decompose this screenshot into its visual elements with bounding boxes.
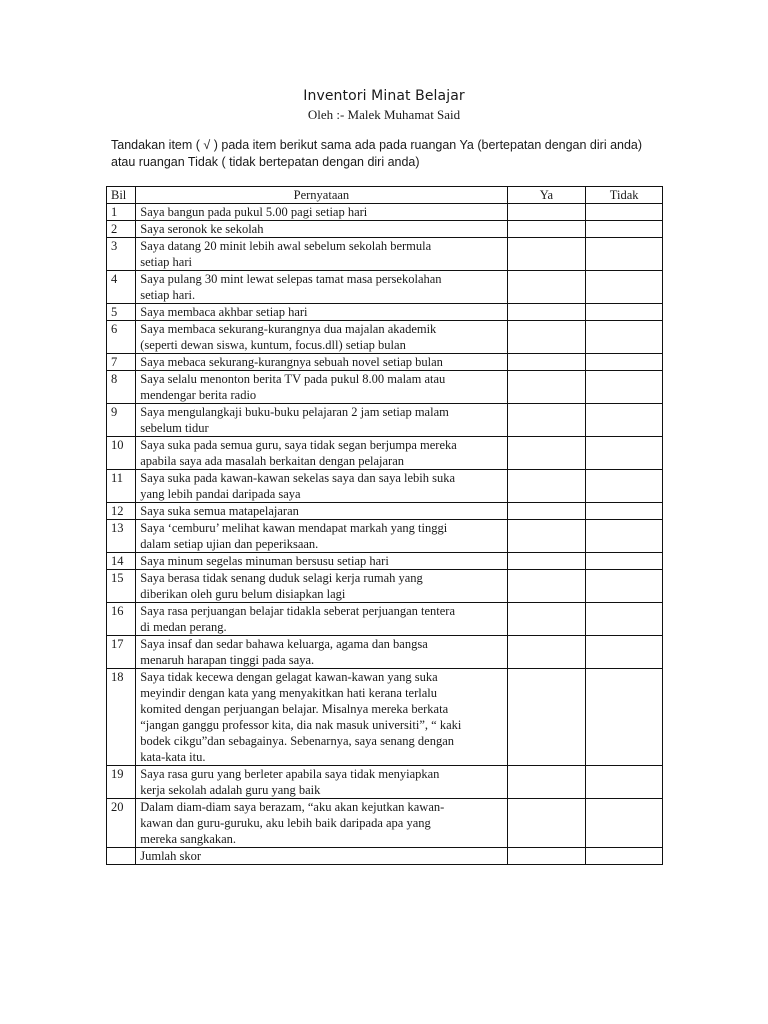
table-row	[107, 520, 663, 553]
inventory-table	[106, 186, 663, 865]
row-number: 7	[107, 354, 136, 371]
statement-line: mereka sangkakan.	[140, 832, 237, 846]
statement-line: sebelum tidur	[140, 421, 209, 435]
statement-line: bodek cikgu”dan sebagainya. Sebenarnya, saya senang dengan	[140, 734, 455, 748]
table-row	[107, 271, 663, 304]
answer-yes-cell[interactable]	[507, 304, 586, 321]
table-row	[107, 503, 663, 520]
answer-yes-cell[interactable]	[507, 221, 586, 238]
table-row	[107, 470, 663, 503]
row-statement	[136, 304, 507, 321]
statement-line: Dalam diam-diam saya berazam, “aku akan kejutkan kawan-	[140, 800, 445, 814]
statement-line: Saya mengulangkaji buku-buku pelajaran 2 jam setiap malam	[140, 405, 449, 419]
statement-line: (seperti dewan siswa, kuntum, focus.dll) setiap bulan	[140, 338, 406, 352]
row-number: 8	[107, 371, 136, 404]
statement-line: Saya mebaca sekurang-kurangnya sebuah novel setiap bulan	[140, 355, 443, 369]
statement-line: kata-kata itu.	[140, 750, 206, 764]
answer-yes-cell[interactable]	[507, 553, 586, 570]
total-label: Jumlah skor	[136, 848, 507, 865]
answer-no-cell[interactable]	[586, 520, 663, 553]
statement-line: di medan perang.	[140, 620, 227, 634]
row-statement	[136, 321, 507, 354]
row-statement	[136, 404, 507, 437]
row-statement	[136, 766, 507, 799]
row-statement	[136, 553, 507, 570]
row-statement	[136, 470, 507, 503]
answer-no-cell[interactable]	[586, 204, 663, 221]
row-number: 3	[107, 238, 136, 271]
statement-line: menaruh harapan tinggi pada saya.	[140, 653, 315, 667]
row-number: 13	[107, 520, 136, 553]
statement-line: Saya membaca akhbar setiap hari	[140, 305, 308, 319]
row-statement	[136, 221, 507, 238]
table-row	[107, 636, 663, 669]
statement-line: setiap hari.	[140, 288, 196, 302]
table-row	[107, 354, 663, 371]
row-statement	[136, 503, 507, 520]
answer-no-cell[interactable]	[586, 553, 663, 570]
statement-line: yang lebih pandai daripada saya	[140, 487, 301, 501]
statement-line: Saya berasa tidak senang duduk selagi kerja rumah yang	[140, 571, 423, 585]
table-body	[107, 204, 663, 865]
table-row	[107, 221, 663, 238]
row-statement	[136, 669, 507, 766]
answer-no-cell[interactable]	[586, 321, 663, 354]
statement-line: diberikan oleh guru belum disiapkan lagi	[140, 587, 346, 601]
answer-yes-cell[interactable]	[507, 669, 586, 766]
statement-line: Saya tidak kecewa dengan gelagat kawan-kawan yang suka	[140, 670, 438, 684]
answer-no-cell[interactable]	[586, 799, 663, 848]
table-row	[107, 669, 663, 766]
row-statement	[136, 371, 507, 404]
row-statement	[136, 271, 507, 304]
answer-no-cell[interactable]	[586, 669, 663, 766]
table-row	[107, 799, 663, 848]
table-row	[107, 404, 663, 437]
answer-no-cell[interactable]	[586, 470, 663, 503]
answer-no-cell[interactable]	[586, 404, 663, 437]
header-bil: Bil	[107, 187, 136, 204]
answer-no-cell[interactable]	[586, 304, 663, 321]
answer-yes-cell[interactable]	[507, 503, 586, 520]
answer-yes-cell[interactable]	[507, 321, 586, 354]
table-row	[107, 570, 663, 603]
statement-line: Saya insaf dan sedar bahawa keluarga, agama dan bangsa	[140, 637, 428, 651]
answer-no-cell[interactable]	[586, 603, 663, 636]
total-number-cell	[107, 848, 136, 865]
answer-no-cell[interactable]	[586, 437, 663, 470]
answer-yes-cell[interactable]	[507, 520, 586, 553]
row-statement	[136, 570, 507, 603]
table-row	[107, 603, 663, 636]
statement-line: Saya suka pada kawan-kawan sekelas saya dan saya lebih suka	[140, 471, 456, 485]
table-row	[107, 371, 663, 404]
statement-line: Saya rasa perjuangan belajar tidakla seberat perjuangan tentera	[140, 604, 456, 618]
document-author: Oleh :- Malek Muhamat Said	[307, 107, 461, 122]
statement-line: Saya selalu menonton berita TV pada pukul 8.00 malam atau	[140, 372, 446, 386]
header-yes: Ya	[507, 187, 586, 204]
statement-line: Saya ‘cemburu’ melihat kawan mendapat markah yang tinggi	[140, 521, 448, 535]
total-no-cell[interactable]	[586, 848, 663, 865]
table-row	[107, 437, 663, 470]
row-number: 20	[107, 799, 136, 848]
row-number: 14	[107, 553, 136, 570]
answer-no-cell[interactable]	[586, 271, 663, 304]
answer-yes-cell[interactable]	[507, 570, 586, 603]
answer-yes-cell[interactable]	[507, 766, 586, 799]
statement-line: apabila saya ada masalah berkaitan dengan pelajaran	[140, 454, 405, 468]
answer-no-cell[interactable]	[586, 371, 663, 404]
row-number: 18	[107, 669, 136, 766]
statement-line: mendengar berita radio	[140, 388, 257, 402]
row-statement	[136, 204, 507, 221]
instruction-line: atau ruangan Tidak ( tidak bertepatan dengan diri anda)	[111, 155, 420, 169]
header-statement: Pernyataan	[136, 187, 507, 204]
statement-line: Saya rasa guru yang berleter apabila saya tidak menyiapkan	[140, 767, 440, 781]
statement-line: dalam setiap ujian dan peperiksaan.	[140, 537, 319, 551]
row-number: 9	[107, 404, 136, 437]
answer-yes-cell[interactable]	[507, 204, 586, 221]
statement-line: Saya datang 20 minit lebih awal sebelum sekolah bermula	[140, 239, 432, 253]
answer-yes-cell[interactable]	[507, 354, 586, 371]
table-row	[107, 553, 663, 570]
row-number: 10	[107, 437, 136, 470]
answer-yes-cell[interactable]	[507, 636, 586, 669]
statement-line: meyindir dengan kata yang menyakitkan hati kerana terlalu	[140, 686, 438, 700]
answer-yes-cell[interactable]	[507, 404, 586, 437]
answer-yes-cell[interactable]	[507, 271, 586, 304]
statement-line: kerja sekolah adalah guru yang baik	[140, 783, 321, 797]
row-statement	[136, 238, 507, 271]
document-title: Inventori Minat Belajar	[303, 88, 465, 104]
instructions	[111, 137, 671, 171]
answer-no-cell[interactable]	[586, 221, 663, 238]
row-number: 2	[107, 221, 136, 238]
answer-no-cell[interactable]	[586, 238, 663, 271]
table-row	[107, 238, 663, 271]
row-number: 16	[107, 603, 136, 636]
statement-line: Saya seronok ke sekolah	[140, 222, 264, 236]
instruction-line: Tandakan item ( √ ) pada item berikut sama ada pada ruangan Ya (bertepatan dengan diri anda)	[111, 138, 643, 152]
row-statement	[136, 799, 507, 848]
table-row	[107, 321, 663, 354]
table-row	[107, 766, 663, 799]
answer-yes-cell[interactable]	[507, 238, 586, 271]
total-yes-cell[interactable]	[507, 848, 586, 865]
statement-line: Saya minum segelas minuman bersusu setiap hari	[140, 554, 389, 568]
row-number: 5	[107, 304, 136, 321]
statement-line: Saya pulang 30 mint lewat selepas tamat masa persekolahan	[140, 272, 442, 286]
row-statement	[136, 636, 507, 669]
row-statement	[136, 520, 507, 553]
row-number: 17	[107, 636, 136, 669]
answer-no-cell[interactable]	[586, 766, 663, 799]
row-number: 15	[107, 570, 136, 603]
answer-no-cell[interactable]	[586, 503, 663, 520]
answer-yes-cell[interactable]	[507, 603, 586, 636]
total-row	[107, 848, 663, 865]
answer-yes-cell[interactable]	[507, 371, 586, 404]
statement-line: Saya suka pada semua guru, saya tidak segan berjumpa mereka	[140, 438, 457, 452]
statement-line: komited dengan perjuangan belajar. Misalnya mereka berkata	[140, 702, 449, 716]
table-row	[107, 304, 663, 321]
statement-line: Saya bangun pada pukul 5.00 pagi setiap hari	[140, 205, 368, 219]
row-number: 12	[107, 503, 136, 520]
answer-yes-cell[interactable]	[507, 470, 586, 503]
statement-line: “jangan ganggu professor kita, dia nak masuk universiti”, “ kaki	[140, 718, 462, 732]
row-number: 1	[107, 204, 136, 221]
answer-yes-cell[interactable]	[507, 437, 586, 470]
answer-no-cell[interactable]	[586, 354, 663, 371]
statement-line: kawan dan guru-guruku, aku lebih baik daripada apa yang	[140, 816, 431, 830]
row-number: 6	[107, 321, 136, 354]
row-statement	[136, 603, 507, 636]
table-header-row	[107, 187, 663, 204]
row-statement	[136, 354, 507, 371]
row-statement	[136, 437, 507, 470]
answer-yes-cell[interactable]	[507, 799, 586, 848]
row-number: 11	[107, 470, 136, 503]
statement-line: Saya membaca sekurang-kurangnya dua majalan akademik	[140, 322, 437, 336]
header-no: Tidak	[586, 187, 663, 204]
answer-no-cell[interactable]	[586, 570, 663, 603]
row-number: 4	[107, 271, 136, 304]
answer-no-cell[interactable]	[586, 636, 663, 669]
statement-line: Saya suka semua matapelajaran	[140, 504, 299, 518]
table-row	[107, 204, 663, 221]
row-number: 19	[107, 766, 136, 799]
statement-line: setiap hari	[140, 255, 192, 269]
